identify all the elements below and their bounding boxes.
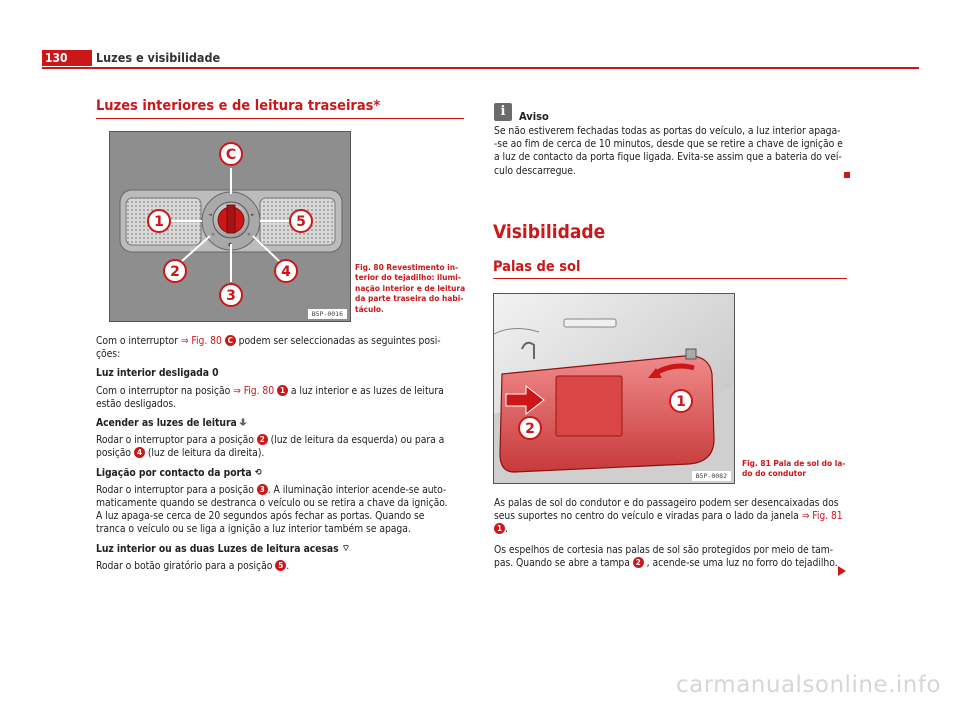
text: A luz apaga-se cerca de 20 segundos após fechar as portas. Quando se [96,510,425,523]
svg-text:◄: ◄ [208,212,212,218]
callout-2-label: 2 [525,421,535,437]
text: estão desligados. [96,397,177,410]
text: Acender as luzes de leitura [96,417,237,430]
callout-c [220,143,242,165]
notice-line: a luz de contacto da porta fique ligada. Evita-se assim que a bateria do veí- [494,151,842,164]
text: Ligação por contacto da porta [96,466,252,479]
callout-2-label: 2 [170,264,180,280]
figure-80-caption [355,262,470,314]
callout-c-label: C [225,147,237,163]
text: Com o interruptor [96,335,181,347]
paragraph-mirror [494,544,854,570]
figure-80 [109,131,351,322]
caption-line: táculo. [355,303,384,314]
callout-1-label: 1 [154,214,164,230]
text: . [505,523,508,536]
callout-4-label: 4 [281,264,291,280]
figure-80-code: B5P-0016 [308,309,347,319]
heading-reading-lights [96,417,468,430]
caption-line: da parte traseira do habi- [355,293,464,304]
section-title: Luzes interiores e de leitura traseiras* [96,98,381,114]
info-icon: i [494,103,512,121]
callout-ref: 3 [257,484,268,495]
heading-light-off: Luz interior desligada 0 [96,367,219,380]
paragraph-visor [494,497,854,537]
text: pas. Quando se abre a tampa [494,556,633,569]
text: Os espelhos de cortesia nas palas de sol são protegidos por meio de tam- [494,543,834,556]
watermark: carmanualsonline.info [676,672,942,698]
callout-ref: 2 [633,557,644,568]
callout-5 [290,210,312,232]
callout-2 [164,260,186,282]
paragraph-all-lights [96,560,468,573]
text: (luz de leitura da direita). [144,447,265,460]
callout-ref: 1 [494,523,505,534]
figure-81-code: B5P-0082 [692,471,731,481]
text: . [286,559,290,572]
callout-4 [275,260,297,282]
caption-line: Fig. 81 Pala de sol do la- [742,458,846,468]
callout-ref: 1 [277,385,288,396]
figure-link[interactable]: ⇒ Fig. 81 [801,510,843,523]
text: tranca o veículo ou se liga a ignição a luz interior também se apaga. [96,523,411,536]
heading-door-contact [96,467,468,480]
figure-link[interactable]: ⇒ Fig. 80 [180,335,222,347]
right-body [494,497,854,570]
callout-3 [220,284,242,306]
notice-title: Aviso [519,110,549,123]
section-rule [96,118,464,119]
callout-ref: C [225,335,236,346]
page-number: 130 [42,50,92,66]
callout-3-label: 3 [226,288,236,304]
svg-text:●: ● [228,242,233,248]
interior-light-icon: ⌔ [341,543,351,554]
callout-ref: 4 [134,447,145,458]
svg-text:►: ► [251,212,255,218]
text: Com o interruptor na posição [96,384,234,397]
svg-text:✕: ✕ [247,232,252,238]
text: Rodar o botão giratório para a posição [96,559,276,572]
heading-all-lights [96,543,468,556]
text: maticamente quando se destranca o veículo ou se retira a chave da ignição. [96,497,448,510]
text: Rodar o interruptor para a posição [96,483,257,496]
left-body [96,335,468,573]
paragraph-door-contact [96,484,468,537]
reading-light-icon: ⥥ [239,418,247,429]
paragraph-reading-lights [96,434,468,460]
text: a luz interior e as luzes de leitura [287,384,444,397]
callout-1 [670,390,692,412]
figure-81-illustration [494,294,734,483]
figure-link[interactable]: ⇒ Fig. 80 [233,384,275,397]
caption-line: nação interior e de leitura [355,282,466,293]
notice-line: -se ao fim de cerca de 10 minutos, desde que se retire a chave de ignição e [494,138,843,151]
text: seus suportes no centro do veículo e viradas para o lado da janela [494,510,802,523]
chapter-title: Luzes e visibilidade [96,50,221,65]
header-rule [42,67,919,69]
notice-body [494,125,854,178]
callout-2 [519,417,541,439]
text: (luz de leitura da esquerda) ou para a [267,434,445,447]
callout-1-label: 1 [676,394,686,410]
text: ções: [96,348,121,361]
subsection-rule [493,278,847,279]
caption-line: do do condutor [742,468,807,479]
callout-ref: 2 [257,434,268,445]
callout-5-label: 5 [296,214,306,230]
figure-81 [493,293,735,484]
text: Rodar o interruptor para a posição [96,434,257,447]
figure-81-caption [742,458,857,479]
chapter-heading: Visibilidade [493,221,606,243]
caption-line: terior do tejadilho: ilumi- [355,272,461,283]
figure-80-illustration [110,132,350,321]
text: . A iluminação interior acende-se auto- [267,483,447,496]
text: Luz interior ou as duas Luzes de leitura acesas [96,542,339,555]
end-of-section-mark [844,172,850,178]
callout-1 [148,210,170,232]
text: As palas de sol do condutor e do passageiro podem ser desencaixadas dos [494,497,839,509]
caption-line: Fig. 80 Revestimento in- [355,262,459,272]
text: podem ser seleccionadas as seguintes posi- [238,335,441,347]
notice-line: Se não estiverem fechadas todas as portas do veículo, a luz interior apaga- [494,125,841,137]
door-contact-icon: ⟲ [254,467,262,478]
subsection-title: Palas de sol [493,259,581,275]
intro-paragraph [96,335,468,361]
paragraph-light-off [96,385,468,411]
svg-text:✕: ✕ [211,232,216,238]
notice-line: culo descarregue. [494,164,576,177]
continue-arrow-icon [838,566,846,576]
text: , acende-se uma luz no forro do tejadilho. [643,556,838,569]
callout-ref: 5 [275,560,286,571]
text: posição [96,447,134,460]
